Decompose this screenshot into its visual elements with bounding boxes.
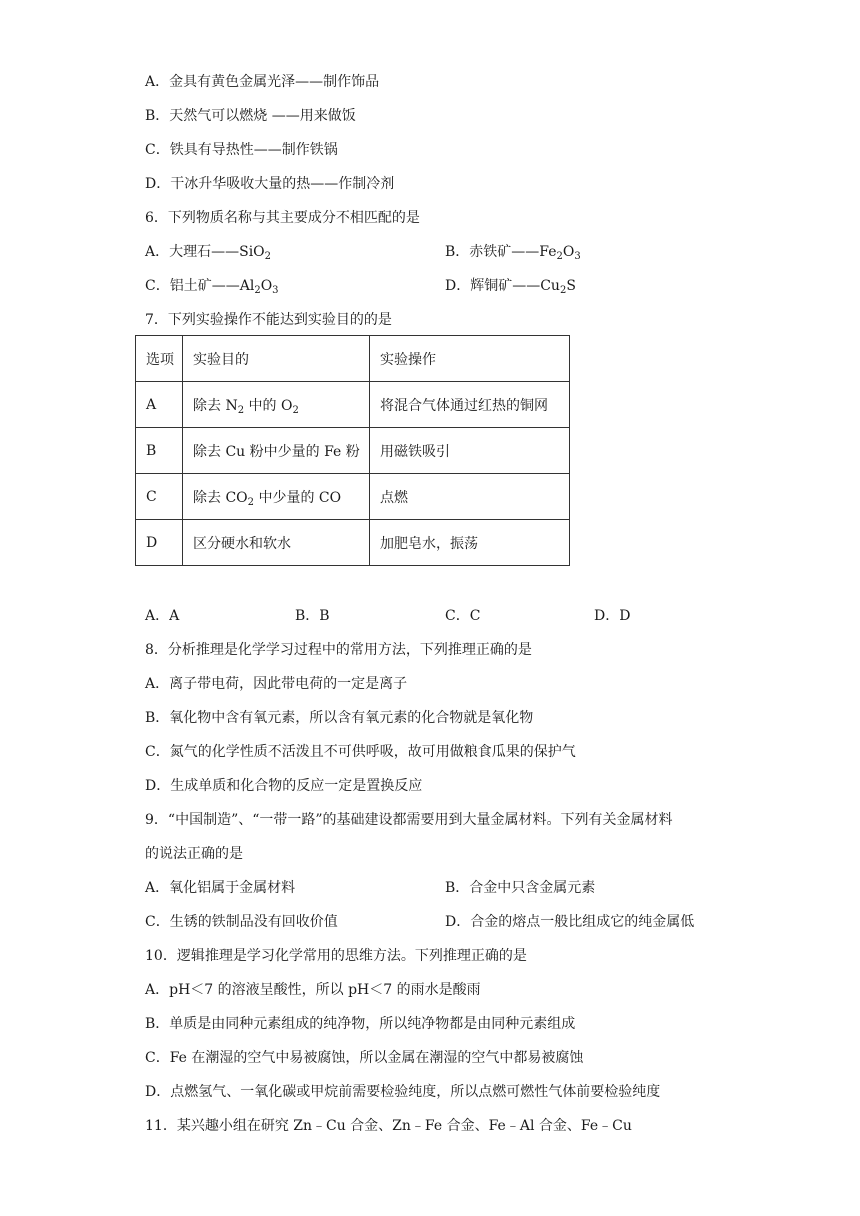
q10-option-a: A．pH＜7 的溶液呈酸性，所以 pH＜7 的雨水是酸雨 [145,982,481,998]
q8-stem: 8．分析推理是化学学习过程中的常用方法，下列推理正确的是 [145,642,532,658]
q9-option-a: A．氧化铝属于金属材料 [145,880,296,896]
header-goal: 实验目的 [183,336,370,382]
q10-option-d: D．点燃氢气、一氧化碳或甲烷前需要检验纯度，所以点燃可燃性气体前要检验纯度 [145,1084,661,1100]
q8-option-b: B．氧化物中含有氧元素，所以含有氧元素的化合物就是氧化物 [145,710,534,726]
table-row [136,428,570,474]
row-goal: 除去 $N_2$ 中的 $O_2$ [183,382,370,428]
q9-stem-line2: 的说法正确的是 [145,846,243,862]
q6-option-a: A．大理石——SiO$_2$ [145,244,272,262]
row-goal: 除去 $CO_2$ 中少量的 CO [183,474,370,520]
table-header-row [136,336,570,382]
q7-answer-d: D．D [594,608,631,624]
q8-option-a: A．离子带电荷，因此带电荷的一定是离子 [145,676,408,692]
q9-option-d: D．合金的熔点一般比组成它的纯金属低 [445,914,695,930]
q6-option-d: D．辉铜矿$——Cu_2S$ [445,278,576,296]
row-goal: 除去 Cu 粉中少量的 Fe 粉 [183,428,370,474]
q5-option-c: C．铁具有导热性——制作铁锅 [145,142,338,158]
table-row [136,520,570,566]
q6-option-b: B．赤铁矿$——Fe_2O_3$ [445,244,581,262]
row-goal: 区分硬水和软水 [183,520,370,566]
row-option: C [136,474,183,520]
header-operation: 实验操作 [370,336,570,382]
q7-table [135,335,570,566]
q9-option-b: B．合金中只含金属元素 [445,880,596,896]
q5-option-d: D．干冰升华吸收大量的热——作制冷剂 [145,176,395,192]
q10-option-c: C．Fe 在潮湿的空气中易被腐蚀，所以金属在潮湿的空气中都易被腐蚀 [145,1050,584,1066]
q7-answer-a: A．A [145,608,180,624]
q10-option-b: B．单质是由同种元素组成的纯净物，所以纯净物都是由同种元素组成 [145,1016,576,1032]
row-operation: 点燃 [370,474,570,520]
q6-stem: 6．下列物质名称与其主要成分不相匹配的是 [145,210,420,226]
q7-answer-c: C．C [445,608,481,624]
q5-option-a: A．金具有黄色金属光泽——制作饰品 [145,74,380,90]
q5-option-b: B．天然气可以燃烧 ——用来做饭 [145,108,356,124]
q10-stem: 10．逻辑推理是学习化学常用的思维方法。下列推理正确的是 [145,948,527,964]
header-option: 选项 [136,336,183,382]
row-option: D [136,520,183,566]
q8-option-c: C．氮气的化学性质不活泼且不可供呼吸，故可用做粮食瓜果的保护气 [145,744,576,760]
row-operation: 加肥皂水，振荡 [370,520,570,566]
q7-answer-b: B．B [295,608,330,624]
row-option: B [136,428,183,474]
q6-option-c: C．铝土矿$——Al_2O_3$ [145,278,279,296]
q7-stem: 7．下列实验操作不能达到实验目的的是 [145,312,392,328]
q9-option-c: C．生锈的铁制品没有回收价值 [145,914,338,930]
row-operation: 用磁铁吸引 [370,428,570,474]
table-row [136,474,570,520]
q9-stem-line1: 9．“中国制造”、“一带一路”的基础建设都需要用到大量金属材料。下列有关金属材料 [145,812,673,828]
row-option: A [136,382,183,428]
q8-option-d: D．生成单质和化合物的反应一定是置换反应 [145,778,423,794]
q11-stem: 11．某兴趣小组在研究 Zn﹣Cu 合金、Zn﹣Fe 合金、Fe﹣Al 合金、Fe﹣Cu [145,1118,632,1134]
row-operation: 将混合气体通过红热的铜网 [370,382,570,428]
table-row [136,382,570,428]
